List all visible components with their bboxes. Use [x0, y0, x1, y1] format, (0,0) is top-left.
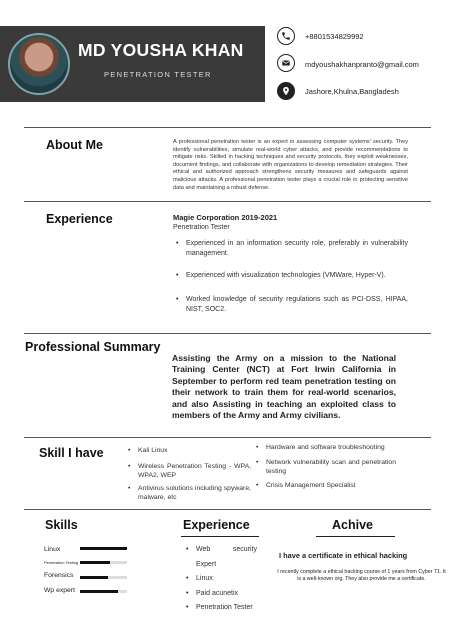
skill-have-heading: Skill I have: [39, 446, 104, 460]
job-title: PENETRATION TESTER: [104, 70, 212, 79]
list-item: • Hardware and software troubleshooting: [255, 443, 396, 453]
list-item: • Paid acunetix: [185, 587, 257, 602]
list-item: • Antivirus solutions including spyware, malware, etc: [127, 484, 251, 502]
list-item: • Web security Expert: [185, 543, 257, 572]
achive-text: I recently complete a ethical hacking course of 1 years from Cyber 71. It is a well-known org. They also provide me a certificate.: [277, 569, 446, 582]
skill-bar: [80, 590, 127, 593]
divider: [24, 333, 431, 334]
skill-bar-fill: [80, 561, 110, 564]
phone-number: +8801534829992: [305, 32, 364, 41]
heading-underline: [181, 536, 259, 537]
list-item: • Experienced with visualization technologies (VMWare, Hyper-V).: [175, 271, 408, 281]
divider: [24, 437, 431, 438]
mail-icon: [277, 54, 295, 72]
skill-have-list-2: [255, 443, 396, 490]
skill-label: Penetration Testing: [44, 560, 79, 565]
experience-company: Magie Corporation 2019-2021: [173, 213, 278, 222]
skill-bar: [80, 576, 127, 579]
avatar: [8, 33, 70, 95]
about-text: A professional penetration tester is an expert in assessing computer systems' security. They identify vulnerabilities, simulate real-world cyber attacks, and provide recommendations to mitigate risks. Skilled in hacking techniques and security protocols, they exploit weaknesses, document findings, and collaborate with organizations to develop remediation strategies. Their ethical and authorized approach strengthens security measures and safeguards against malicious attacks. A professional penetration tester plays a crucial role in protecting sensitive data and maintaining a robust defense.: [173, 139, 408, 191]
list-item: • Worked knowledge of security regulations such as PCI-DSS, HIPAA, NIST, SOC2.: [175, 295, 408, 315]
about-heading: About Me: [46, 138, 103, 152]
list-item: • Crisis Management Specialist: [255, 481, 396, 491]
skills-heading: Skills: [45, 518, 78, 532]
summary-text: Assisting the Army on a mission to the National Training Center (NCT) at Fort Irwin California in September to perform red team penetration testing on their network to train them for real-world scenarios, and also Assisting in teaching an exploited class to members of the Army and Army civilians.: [172, 353, 396, 421]
location-icon: [277, 82, 295, 100]
divider: [24, 201, 431, 202]
list-item: • Network vulnerability scan and penetration testing: [255, 458, 396, 477]
achive-title: I have a certificate in ethical hacking: [279, 551, 408, 560]
skill-bar-fill: [80, 547, 127, 550]
skill-have-list-1: [127, 446, 251, 502]
skill-label: Wp expert: [44, 587, 75, 594]
divider: [24, 509, 431, 510]
skill-bar-fill: [80, 590, 118, 593]
experience-heading: Experience: [46, 212, 113, 226]
list-item: • Experienced in an information security role, preferably in vulnerability management.: [175, 239, 408, 259]
divider: [24, 127, 431, 128]
address: Jashore,Khulna,Bangladesh: [305, 87, 399, 96]
list-item: • Wireless Penetration Testing - WPA, WPA2, WEP: [127, 462, 251, 480]
skill-bar: [80, 561, 127, 564]
list-item: • Linux: [185, 572, 257, 587]
summary-heading: Professional Summary: [25, 340, 161, 354]
experience-role: Penetration Tester: [173, 224, 230, 231]
skill-bar: [80, 547, 127, 550]
experience-list: [175, 239, 408, 315]
list-item: • Penetration Tester: [185, 601, 257, 616]
experience2-list: [185, 543, 257, 616]
email-address: mdyoushakhanpranto@gmail.com: [305, 60, 419, 69]
phone-icon: [277, 27, 295, 45]
person-name: MD YOUSHA KHAN: [78, 40, 244, 60]
list-item: • Kali Linux: [127, 446, 251, 455]
skill-label: Forensics: [44, 572, 74, 579]
experience2-heading: Experience: [183, 518, 250, 532]
skill-bar-fill: [80, 576, 108, 579]
achive-heading: Achive: [332, 518, 373, 532]
skill-label: Linux: [44, 546, 61, 553]
heading-underline: [316, 536, 395, 537]
